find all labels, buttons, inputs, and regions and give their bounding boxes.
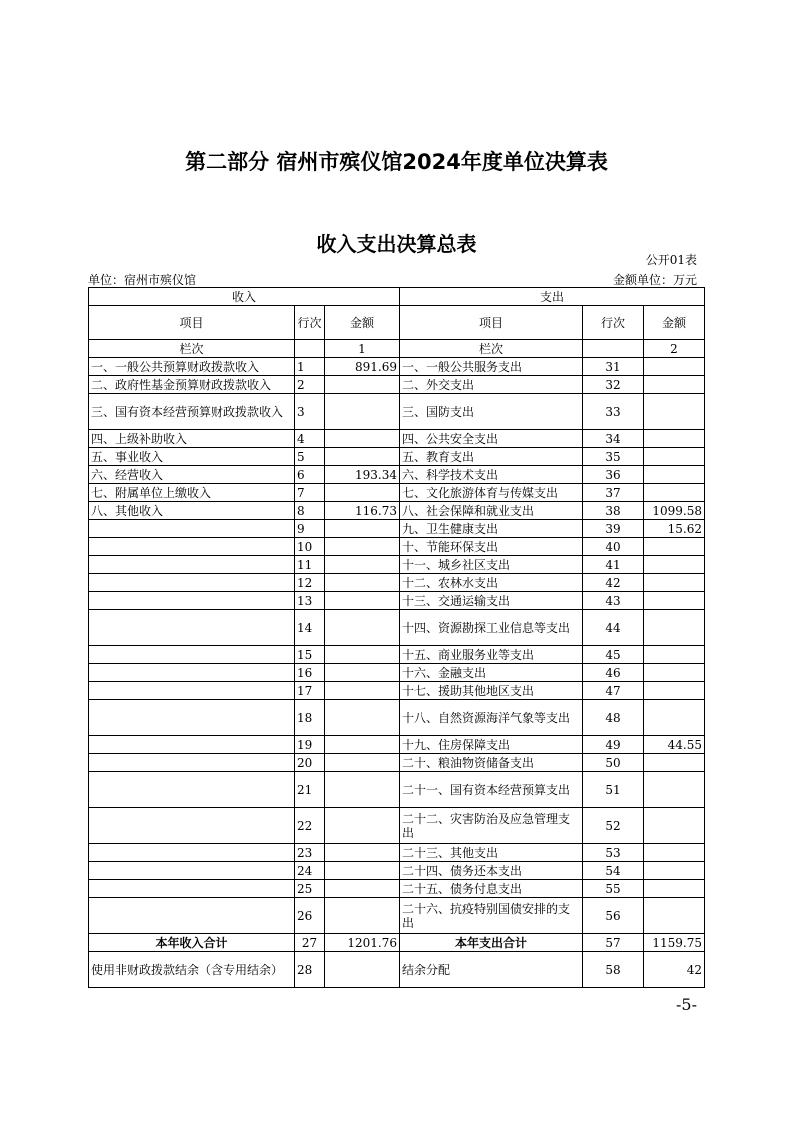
form-number: 公开01表 [645,253,697,267]
table-row [89,466,705,484]
expense-amount [644,808,705,844]
income-row-no: 3 [295,394,325,430]
income-amount [325,448,400,466]
income-item [89,646,295,664]
table-row [89,502,705,520]
income-amount [325,484,400,502]
income-row-no: 19 [295,736,325,754]
income-row-no: 27 [295,934,325,952]
table-title: 收入支出决算总表 [316,232,477,256]
expense-item: 结余分配 [400,952,583,988]
table-row [89,592,705,610]
expense-amount [644,430,705,448]
expense-amount [644,682,705,700]
expense-row-no: 33 [583,394,644,430]
expense-amount [644,664,705,682]
income-row-no: 20 [295,754,325,772]
expense-amount [644,592,705,610]
expense-row-no: 34 [583,430,644,448]
income-item: 七、附属单位上缴收入 [89,484,295,502]
expense-item: 六、科学技术支出 [400,466,583,484]
income-item [89,736,295,754]
expense-amount [644,880,705,898]
expense-item: 十三、交通运输支出 [400,592,583,610]
income-item: 六、经营收入 [89,466,295,484]
expense-row-no: 42 [583,574,644,592]
income-row-no: 28 [295,952,325,988]
expense-item: 二、外交支出 [400,376,583,394]
income-item [89,556,295,574]
expense-item: 十九、住房保障支出 [400,736,583,754]
expense-row-no: 35 [583,448,644,466]
income-amount [325,808,400,844]
expense-item: 十一、城乡社区支出 [400,556,583,574]
expense-amount [644,646,705,664]
expense-row-no: 38 [583,502,644,520]
expense-row-no: 41 [583,556,644,574]
income-amount [325,556,400,574]
expense-row-no: 54 [583,862,644,880]
expense-row-no: 58 [583,952,644,988]
income-item: 四、上级补助收入 [89,430,295,448]
table-row [89,358,705,376]
expense-amount [644,700,705,736]
expense-amount [644,484,705,502]
expense-amount [644,862,705,880]
table-row [89,880,705,898]
table-row [89,556,705,574]
expense-amount [644,358,705,376]
income-row-no-header: 行次 [295,306,325,340]
income-column-no: 1 [325,340,400,358]
income-row-no: 8 [295,502,325,520]
expense-item: 本年支出合计 [400,934,583,952]
expense-row-no: 46 [583,664,644,682]
income-amount: 116.73 [325,502,400,520]
table-row [89,754,705,772]
column-header-row [89,306,705,340]
income-amount [325,574,400,592]
expense-column-no-label: 栏次 [400,340,583,358]
expense-item: 八、社会保障和就业支出 [400,502,583,520]
table-row [89,448,705,466]
expense-item: 二十五、债务付息支出 [400,880,583,898]
expense-amount [644,538,705,556]
table-row [89,772,705,808]
expense-item: 七、文化旅游体育与传媒支出 [400,484,583,502]
income-item [89,610,295,646]
income-row-no: 9 [295,520,325,538]
income-amount: 193.34 [325,466,400,484]
expense-row-no: 32 [583,376,644,394]
expense-amount-header: 金额 [644,306,705,340]
income-item [89,664,295,682]
expense-amount: 42 [644,952,705,988]
expense-item: 二十二、灾害防治及应急管理支出 [400,808,583,844]
expense-row-no: 44 [583,610,644,646]
expense-row-no: 37 [583,484,644,502]
expense-item: 三、国防支出 [400,394,583,430]
expense-amount: 1099.58 [644,502,705,520]
expense-row-no-header: 行次 [583,306,644,340]
expense-amount [644,394,705,430]
expense-item-header: 项目 [400,306,583,340]
income-row-no: 16 [295,664,325,682]
page-title: 第二部分 宿州市殡仪馆2024年度单位决算表 [185,150,608,174]
expense-row-no: 51 [583,772,644,808]
expense-item: 九、卫生健康支出 [400,520,583,538]
table-row [89,862,705,880]
expense-item: 十七、援助其他地区支出 [400,682,583,700]
income-row-no: 1 [295,358,325,376]
income-item [89,682,295,700]
income-row-no: 7 [295,484,325,502]
expense-amount [644,844,705,862]
income-row-no: 25 [295,880,325,898]
table-row [89,844,705,862]
income-amount [325,520,400,538]
expense-row-no: 56 [583,898,644,934]
expense-item: 五、教育支出 [400,448,583,466]
income-row-no: 6 [295,466,325,484]
income-item: 使用非财政拨款结余（含专用结余） [89,952,295,988]
income-item [89,898,295,934]
expense-amount [644,466,705,484]
income-amount [325,772,400,808]
table-row [89,610,705,646]
table-row [89,700,705,736]
expense-row-no: 53 [583,844,644,862]
income-header: 收入 [89,288,400,306]
expense-row-no: 48 [583,700,644,736]
expense-row-no: 31 [583,358,644,376]
income-row-no: 14 [295,610,325,646]
expense-row-no: 39 [583,520,644,538]
expense-row-no: 49 [583,736,644,754]
money-unit: 金额单位：万元 [612,273,697,287]
income-item-header: 项目 [89,306,295,340]
income-row-no: 17 [295,682,325,700]
income-amount [325,952,400,988]
table-row [89,934,705,952]
income-row-no: 24 [295,862,325,880]
expense-amount [644,772,705,808]
table-row [89,808,705,844]
income-item [89,862,295,880]
expense-amount [644,376,705,394]
expense-row-no: 50 [583,754,644,772]
income-amount [325,754,400,772]
income-item: 五、事业收入 [89,448,295,466]
income-row-no: 15 [295,646,325,664]
table-row [89,736,705,754]
income-amount [325,700,400,736]
income-item [89,880,295,898]
income-amount [325,736,400,754]
section-header-row [89,288,705,306]
expense-item: 十四、资源勘探工业信息等支出 [400,610,583,646]
income-item [89,538,295,556]
income-item [89,700,295,736]
table-row [89,520,705,538]
expense-amount [644,556,705,574]
expense-amount [644,898,705,934]
income-item [89,772,295,808]
expense-row-no: 55 [583,880,644,898]
income-item [89,808,295,844]
income-amount [325,898,400,934]
income-amount [325,862,400,880]
expense-amount: 15.62 [644,520,705,538]
income-amount-header: 金额 [325,306,400,340]
income-item [89,592,295,610]
income-item: 本年收入合计 [89,934,295,952]
income-row-no: 5 [295,448,325,466]
table-row [89,646,705,664]
expense-amount [644,574,705,592]
income-row-no: 22 [295,808,325,844]
income-item [89,574,295,592]
expense-item: 二十四、债务还本支出 [400,862,583,880]
expense-item: 二十三、其他支出 [400,844,583,862]
income-row-no: 18 [295,700,325,736]
expense-item: 十六、金融支出 [400,664,583,682]
income-row-no: 21 [295,772,325,808]
table-row [89,574,705,592]
expense-row-no: 47 [583,682,644,700]
table-row [89,898,705,934]
table-row [89,682,705,700]
income-amount [325,394,400,430]
income-amount [325,592,400,610]
income-row-no: 10 [295,538,325,556]
page-number: -5- [676,995,697,1014]
table-row [89,376,705,394]
expense-amount [644,448,705,466]
unit-label: 单位：宿州市殡仪馆 [88,273,197,287]
income-amount [325,844,400,862]
column-number-row [89,340,705,358]
expense-item: 十二、农林水支出 [400,574,583,592]
table-row [89,484,705,502]
expense-row-no: 40 [583,538,644,556]
expense-header: 支出 [400,288,705,306]
income-row-no: 23 [295,844,325,862]
table-row [89,664,705,682]
income-expense-table [88,287,705,988]
income-item: 三、国有资本经营预算财政拨款收入 [89,394,295,430]
income-row-no: 13 [295,592,325,610]
income-amount: 891.69 [325,358,400,376]
expense-amount [644,610,705,646]
expense-item: 四、公共安全支出 [400,430,583,448]
expense-item: 十、节能环保支出 [400,538,583,556]
expense-column-no: 2 [644,340,705,358]
expense-item: 二十一、国有资本经营预算支出 [400,772,583,808]
expense-row-no: 36 [583,466,644,484]
income-item: 一、一般公共预算财政拨款收入 [89,358,295,376]
income-column-no-label: 栏次 [89,340,295,358]
income-item: 二、政府性基金预算财政拨款收入 [89,376,295,394]
income-amount [325,430,400,448]
income-amount [325,610,400,646]
income-row-no: 26 [295,898,325,934]
expense-row-no: 45 [583,646,644,664]
table-row [89,430,705,448]
income-item [89,754,295,772]
table-row [89,538,705,556]
table-row [89,394,705,430]
expense-amount: 1159.75 [644,934,705,952]
expense-row-no: 52 [583,808,644,844]
income-item: 八、其他收入 [89,502,295,520]
income-amount [325,376,400,394]
expense-item: 一、一般公共服务支出 [400,358,583,376]
income-item [89,520,295,538]
income-row-no: 2 [295,376,325,394]
income-amount: 1201.76 [325,934,400,952]
expense-row-no: 43 [583,592,644,610]
expense-row-no: 57 [583,934,644,952]
expense-item: 二十、粮油物资储备支出 [400,754,583,772]
income-amount [325,538,400,556]
income-amount [325,664,400,682]
expense-item: 十五、商业服务业等支出 [400,646,583,664]
income-row-no: 4 [295,430,325,448]
expense-item: 十八、自然资源海洋气象等支出 [400,700,583,736]
income-row-no: 11 [295,556,325,574]
income-amount [325,880,400,898]
income-amount [325,682,400,700]
table-row [89,952,705,988]
expense-amount: 44.55 [644,736,705,754]
income-row-no: 12 [295,574,325,592]
income-item [89,844,295,862]
income-amount [325,646,400,664]
expense-item: 二十六、抗疫特别国债安排的支出 [400,898,583,934]
expense-amount [644,754,705,772]
